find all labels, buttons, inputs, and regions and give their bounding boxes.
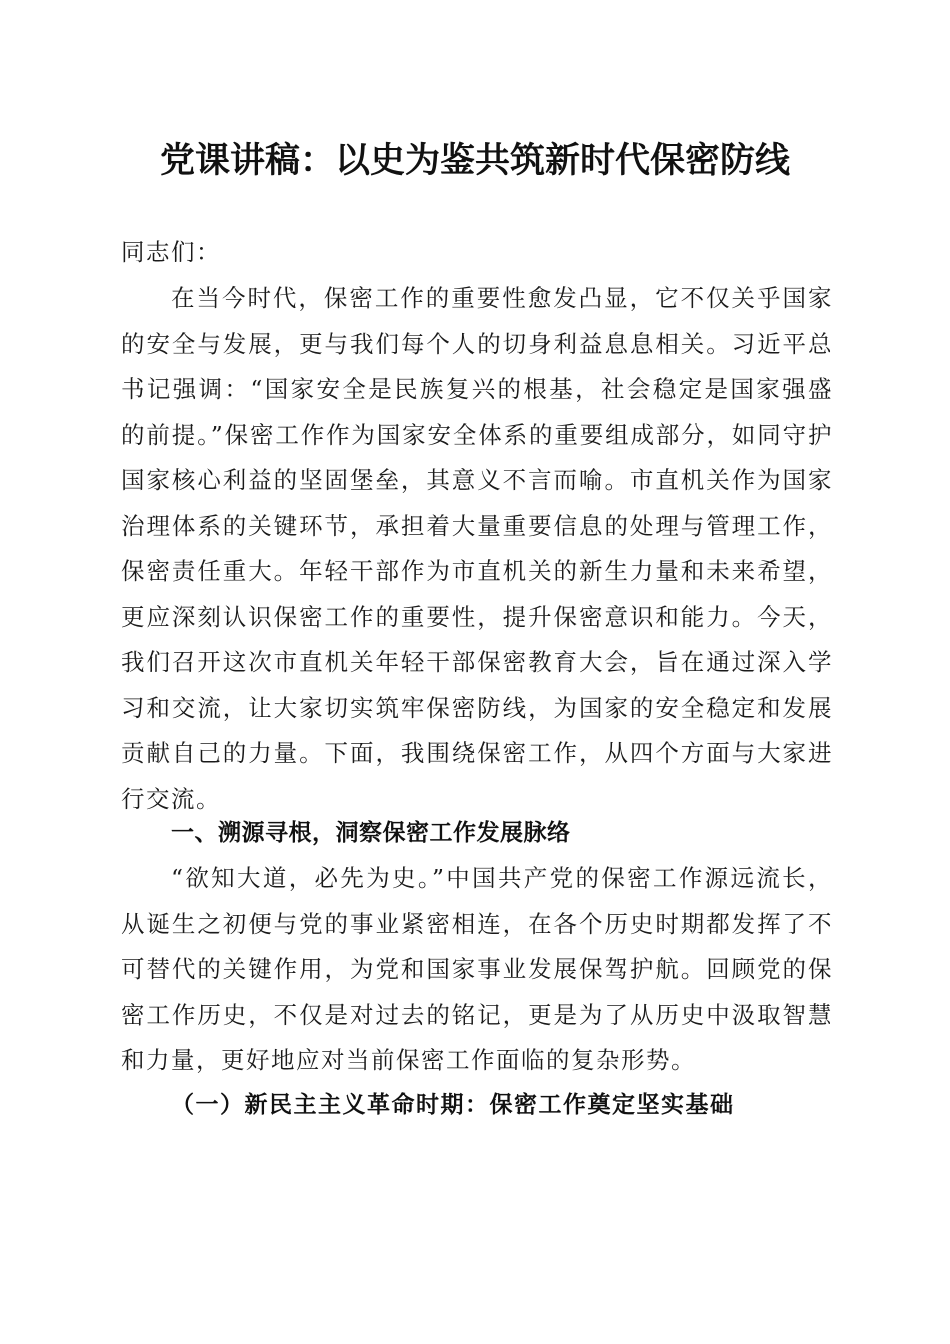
subsection-heading-1: （一）新民主主义革命时期：保密工作奠定坚实基础 [171,1091,735,1118]
body-paragraph-intro: 在当今时代，保密工作的重要性愈发凸显，它不仅关乎国家的安全与发展，更与我们每个人的切身利益息息相关。习近平总书记强调：“国家安全是民族复兴的根基，社会稳定是国家强盛的前提。”保密工作作为国家安全体系的重要组成部分，如同守护国家核心利益的坚固堡垒，其意义不言而喻。市直机关作为国家治理体系的关键环节，承担着大量重要信息的处理与管理工作，保密责任重大。年轻干部作为市直机关的新生力量和未来希望，更应深刻认识保密工作的重要性，提升保密意识和能力。今天，我们召开这次市直机关年轻干部保密教育大会，旨在通过深入学习和交流，让大家切实筑牢保密防线，为国家的安全稳定和发展贡献自己的力量。下面，我围绕保密工作，从四个方面与大家进行交流。 [121,284,833,813]
body-paragraph-history: “欲知大道，必先为史。”中国共产党的保密工作源远流长，从诞生之初便与党的事业紧密相连，在各个历史时期都发挥了不可替代的关键作用，为党和国家事业发展保驾护航。回顾党的保密工作历史，不仅是对过去的铭记，更是为了从历史中汲取智慧和力量，更好地应对当前保密工作面临的复杂形势。 [121,864,833,1074]
salutation: 同志们： [121,238,221,266]
section-heading-1: 一、溯源寻根，洞察保密工作发展脉络 [171,820,571,846]
document-title: 党课讲稿：以史为鉴共筑新时代保密防线 [159,140,790,181]
